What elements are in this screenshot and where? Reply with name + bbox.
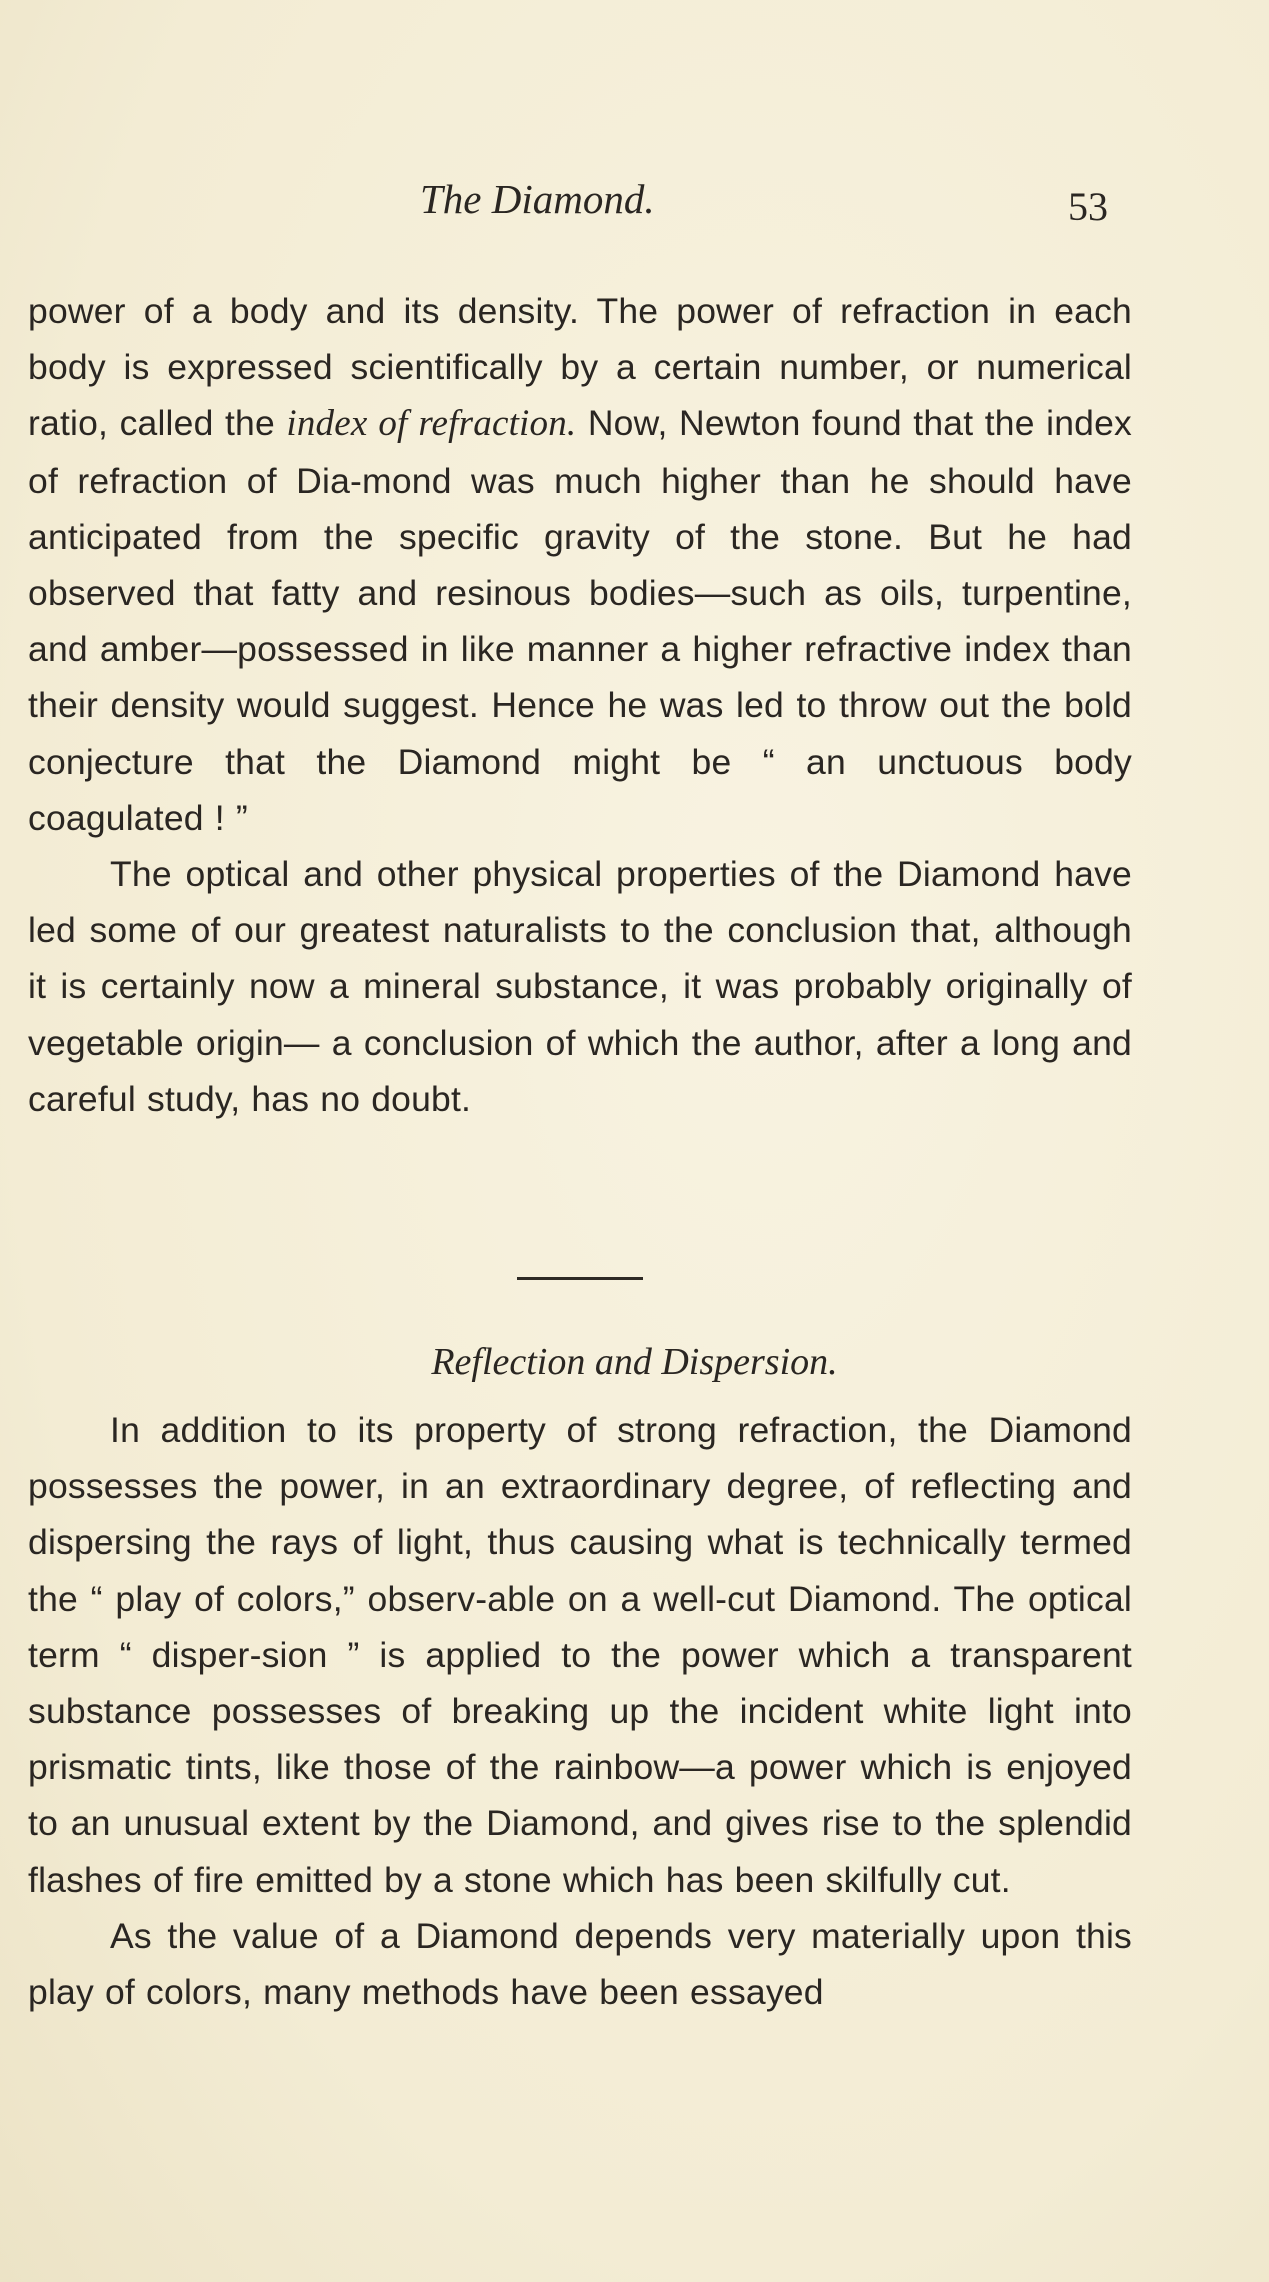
paragraph-dispersion: In addition to its property of strong refraction, the Diamond possesses the power, in an extraordinary degree, of reflecting and dispersing the rays of light, thus causing what is technically termed the “ play of colors,” observ-able on a well-cut Diamond. The optical term “ disper-sion ” is applied to the power which a transparent substance possesses of breaking up the incident white light into prismatic tints, like those of the rainbow—a power which is enjoyed to an unusual extent by the Diamond, and gives rise to the splendid flashes of fire emitted by a stone which has been skilfully cut. bbox=[28, 1410, 1132, 1900]
paragraph-text: power of a body and its density. The power of refraction in each body is expressed scientifically by a certain number, or numerical ratio, called the bbox=[28, 291, 1132, 444]
paragraph-optical-properties: The optical and other physical properties of the Diamond have led some of our greatest naturalists to the conclusion that, although it is certainly now a mineral substance, it was probably originally of vegetable origin— a conclusion of which the author, after a long and careful study, has no doubt. bbox=[28, 854, 1132, 1119]
body-text-lower bbox=[28, 1402, 1132, 2020]
section-heading: Reflection and Dispersion. bbox=[431, 1341, 838, 1383]
paragraph-refraction bbox=[28, 283, 1132, 846]
body-text-upper bbox=[28, 283, 1132, 1127]
italic-term: index of refraction. bbox=[286, 403, 577, 445]
running-head bbox=[0, 175, 1269, 235]
paragraph-play-of-colors: As the value of a Diamond depends very materially upon this play of colors, many methods have been essayed bbox=[28, 1915, 1132, 2013]
paragraph-text: Now, Newton found that the index of refraction of Dia-mond was much higher than he should have anticipated from the specific gravity of the stone. But he had observed that fatty and resinous bodies—such as oils, turpentine, and amber—possessed in like manner a higher refractive index than their density would suggest. Hence he was led to throw out the bold conjecture that the Diamond might be “ an unctuous body coagulated ! ” bbox=[28, 403, 1132, 838]
running-title: The Diamond. bbox=[420, 176, 655, 222]
page-number: 53 bbox=[1068, 184, 1108, 229]
section-divider bbox=[517, 1277, 643, 1280]
